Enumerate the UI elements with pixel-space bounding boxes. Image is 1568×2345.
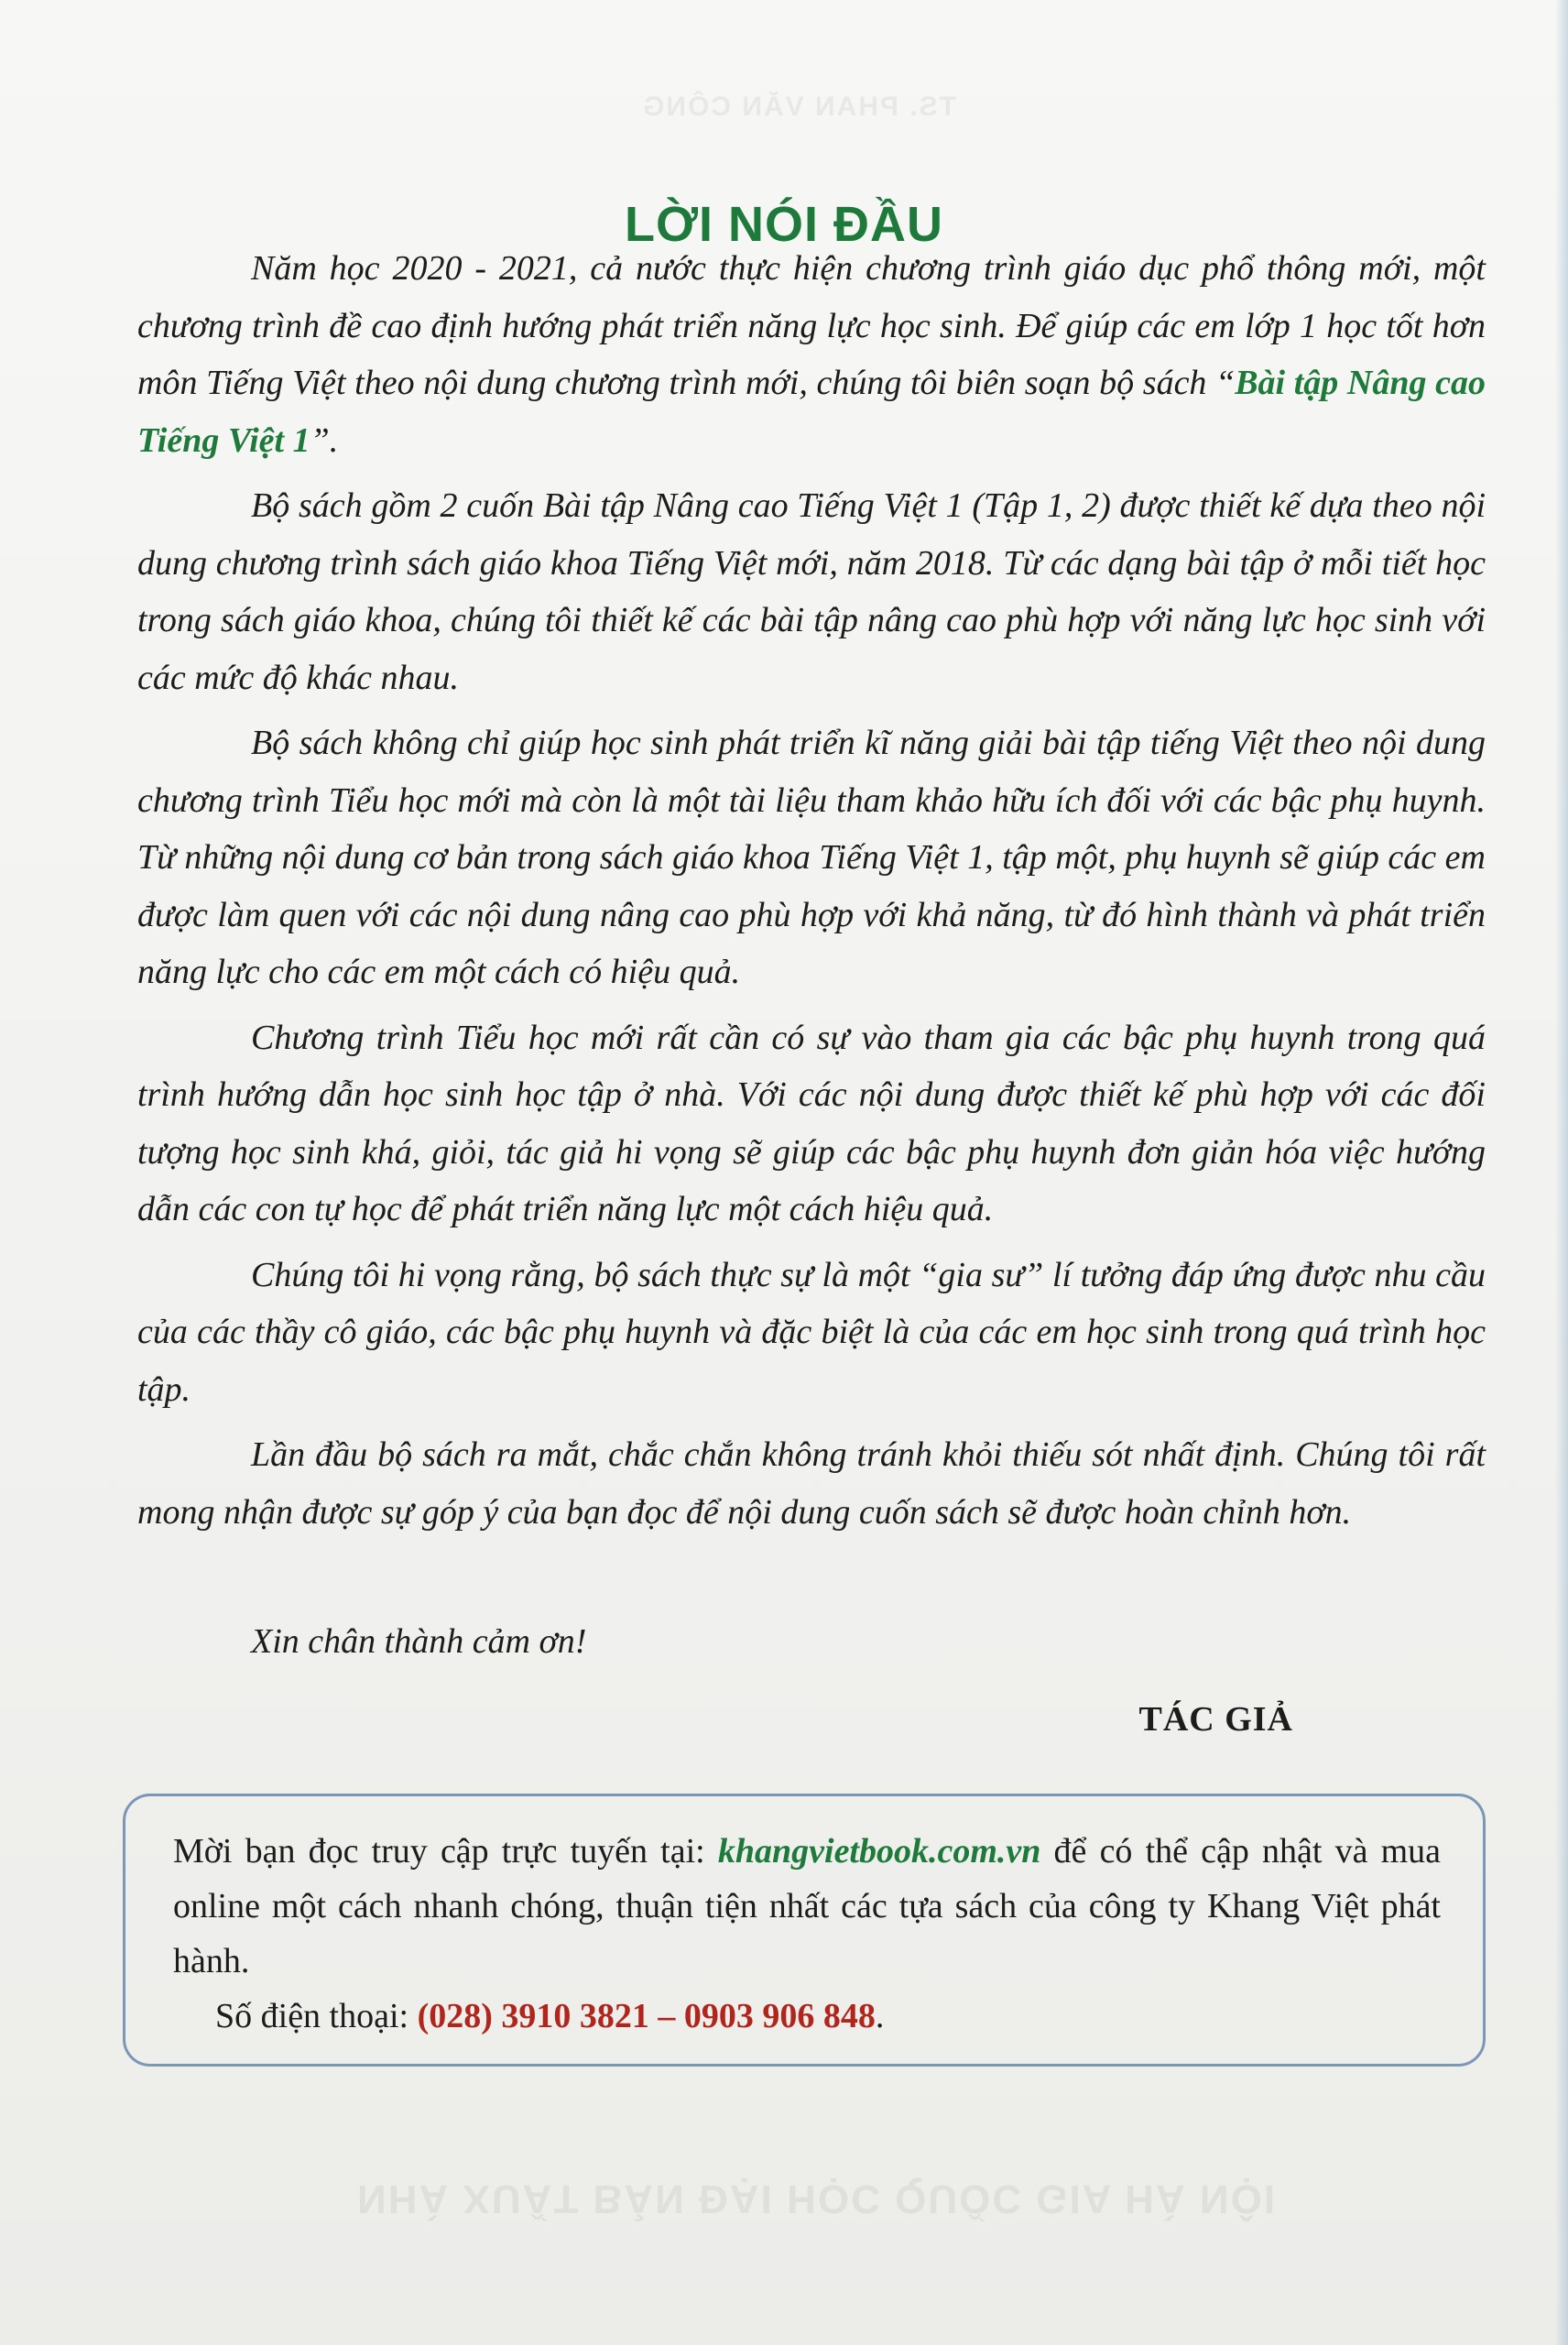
preface-paragraph-2: Bộ sách gồm 2 cuốn Bài tập Nâng cao Tiếng Việt 1 (Tập 1, 2) được thiết kế dựa theo nội dung chương trình sách giáo khoa Tiếng Việt mới, năm 2018. Từ các dạng bài tập ở mỗi tiết học trong sách giáo khoa, chúng tôi thiết kế các bài tập nâng cao phù hợp với năng lực học sinh với các mức độ khác nhau. (137, 486, 1486, 697)
phone-numbers: (028) 3910 3821 – 0903 906 848 (417, 1997, 876, 2035)
book-title-quote-open: “ (1215, 364, 1236, 402)
phone-label: Số điện thoại: (215, 1997, 418, 2035)
preface-paragraph-3: Bộ sách không chỉ giúp học sinh phát triển kĩ năng giải bài tập tiếng Việt theo nội dung chương trình Tiểu học mới mà còn là một tài liệu tham khảo hữu ích đối với các bậc phụ huynh. Từ những nội dung cơ bản trong sách giáo khoa Tiếng Việt 1, tập một, phụ huynh sẽ giúp các em được làm quen với các nội dung nâng cao phù hợp với khả năng, từ đó hình thành và phát triển năng lực cho các em một cách có hiệu quả. (137, 724, 1486, 991)
preface-paragraph-6: Lần đầu bộ sách ra mắt, chắc chắn không tránh khỏi thiếu sót nhất định. Chúng tôi rất mong nhận được sự góp ý của bạn đọc để nội dung cuốn sách sẽ được hoàn chỉnh hơn. (137, 1435, 1486, 1532)
phone-end: . (875, 1997, 885, 2035)
bleed-through-author: TS. PHAN VĂN CÔNG (641, 92, 957, 122)
website-link[interactable]: khangvietbook.com.vn (717, 1832, 1041, 1871)
preface-paragraph-1 (137, 240, 1486, 469)
notice-intro: Mời bạn đọc truy cập trực tuyến tại: (173, 1832, 718, 1871)
notice-rest: để có thể cập nhật và mua online một cách nhanh chóng, thuận tiện nhất các tựa sách của công ty Khang Việt phát hành. (173, 1832, 1441, 1980)
phone-line (173, 1989, 1441, 2044)
page-edge-shadow (1555, 0, 1568, 2345)
preface-body (137, 240, 1486, 1549)
book-title-quote-close: ”. (310, 420, 339, 460)
closing-thanks: Xin chân thành cảm ơn! (251, 1622, 587, 1661)
paragraph-1-text: Năm học 2020 - 2021, cả nước thực hiện chương trình giáo dục phổ thông mới, một chương trình đề cao định hướng phát triển năng lực học sinh. Để giúp các em lớp 1 học tốt hơn môn Tiếng Việt theo nội dung chương trình mới, chúng tôi biên soạn bộ sách (137, 249, 1486, 402)
book-title: Bài tập Nâng cao Tiếng Việt 1 (137, 364, 1486, 460)
bleed-through-publisher: NHÀ XUẤT BẢN ĐẠI HỌC QUỐC GIA HÀ NỘI (357, 2176, 1278, 2221)
publisher-notice-box (123, 1794, 1486, 2067)
preface-title: LỜI NÓI ĐẦU (624, 197, 944, 253)
author-signature: TÁC GIẢ (1138, 1700, 1293, 1739)
notice-text (173, 1824, 1441, 1989)
preface-paragraph-4: Chương trình Tiểu học mới rất cần có sự vào tham gia các bậc phụ huynh trong quá trình hướng dẫn học sinh học tập ở nhà. Với các nội dung được thiết kế phù hợp với các đối tượng học sinh khá, giỏi, tác giả hi vọng sẽ giúp các bậc phụ huynh đơn giản hóa việc hướng dẫn các con tự học để phát triển năng lực một cách hiệu quả. (137, 1018, 1486, 1228)
preface-paragraph-5: Chúng tôi hi vọng rằng, bộ sách thực sự là một “gia sư” lí tưởng đáp ứng được nhu cầu của các thầy cô giáo, các bậc phụ huynh và đặc biệt là của các em học sinh trong quá trình học tập. (137, 1255, 1486, 1409)
